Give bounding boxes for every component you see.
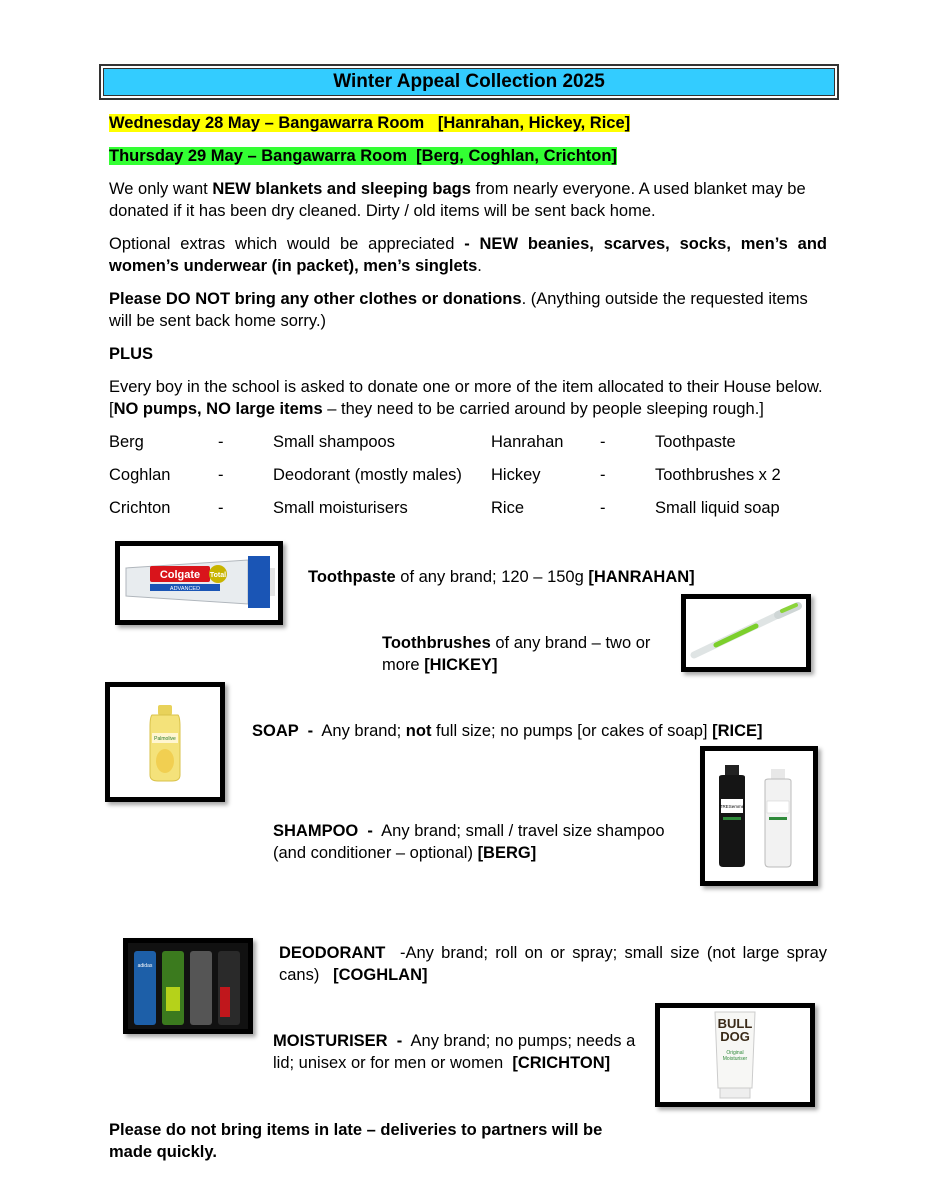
house-item: Toothpaste	[655, 433, 736, 451]
shampoo-description	[273, 820, 687, 864]
deodorant-cans-icon	[128, 943, 248, 1029]
deodorant-image	[123, 938, 253, 1034]
paragraph-do-not-bring	[109, 288, 827, 332]
moisturiser-brand-2: DOG	[720, 1029, 750, 1044]
moisturiser-text: Any brand; no pumps; needs a lid; unisex or for men or women	[273, 1032, 640, 1072]
house-item: Small shampoos	[273, 433, 395, 451]
paragraph-house-allocation	[109, 376, 827, 420]
soap-image	[105, 682, 225, 802]
toothpaste-label: Toothpaste	[308, 568, 396, 586]
para1-text-a: We only want	[109, 180, 213, 198]
para3-bold: Please DO NOT bring any other clothes or donations	[109, 290, 522, 308]
deodorant-brand: adidas	[137, 963, 153, 969]
date-line-thursday	[109, 145, 617, 167]
paragraph-blankets	[109, 178, 827, 222]
house-dash: -	[218, 499, 224, 517]
deodorant-description	[279, 942, 832, 986]
shampoo-house: [BERG]	[477, 844, 537, 862]
moisturiser-house: [CRICHTON]	[512, 1054, 611, 1072]
deodorant-text: -Any brand; roll on or spray; small size (not large spray cans)	[279, 944, 832, 984]
toothpaste-sub: ADVANCED	[169, 586, 201, 592]
soap-text-d: full size; no pumps [or cakes of soap]	[431, 722, 713, 740]
soap-label: SOAP -	[252, 722, 314, 740]
soap-text-b: Any brand;	[313, 722, 406, 740]
para2-text-c: .	[477, 257, 482, 275]
para2-text-a: Optional extras which would be appreciated	[109, 235, 465, 253]
toothbrush-image	[681, 594, 811, 672]
date-line-wednesday	[109, 112, 630, 134]
para1-text-c: from nearly everyone. A used blanket may be donated if it has been dry cleaned. Dirty / old items will be sent back home.	[109, 180, 806, 220]
toothpaste-description	[308, 566, 695, 588]
soap-brand: Palmolive	[154, 736, 176, 742]
house-name: Hickey	[491, 466, 541, 484]
deodorant-house: [COGHLAN]	[333, 966, 428, 984]
house-dash: -	[600, 499, 606, 517]
moisturiser-sub-1: Original	[726, 1050, 744, 1056]
house-item: Toothbrushes x 2	[655, 466, 781, 484]
moisturiser-tube-icon	[660, 1008, 810, 1102]
para4-text-a: Every boy in the school is asked to donate one or more of the item allocated to their House below. [	[109, 378, 823, 418]
house-dash: -	[218, 433, 224, 451]
date-wednesday: Wednesday 28 May – Bangawarra Room [Hanrahan, Hickey, Rice]	[109, 114, 631, 132]
toothpaste-brand: Colgate	[159, 569, 201, 581]
footer-notice: Please do not bring items in late – deliveries to partners will be made quickly.	[109, 1121, 603, 1161]
moisturiser-brand-1: BULL	[717, 1016, 753, 1031]
house-name: Crichton	[109, 499, 171, 517]
moisturiser-label: MOISTURISER -	[273, 1032, 403, 1050]
deodorant-label: DEODORANT	[279, 944, 386, 962]
para4-text-c: – they need to be carried around by people sleeping rough.]	[322, 400, 764, 418]
toothbrush-label: Toothbrushes	[382, 634, 491, 652]
house-name: Coghlan	[109, 466, 171, 484]
para3-text-b: . (Anything outside the requested items will be sent back home sorry.)	[109, 290, 808, 330]
date-thursday: Thursday 29 May – Bangawarra Room [Berg, Coghlan, Crichton]	[109, 147, 617, 165]
moisturiser-description	[273, 1030, 639, 1074]
para1-bold: NEW blankets and sleeping bags	[212, 180, 471, 198]
house-dash: -	[600, 466, 606, 484]
toothpaste-image	[115, 541, 283, 625]
toothbrush-text: of any brand – two or more	[382, 634, 651, 674]
house-item: Deodorant (mostly males)	[273, 466, 462, 484]
plus-heading: PLUS	[109, 345, 154, 363]
house-item: Small moisturisers	[273, 499, 408, 517]
house-dash: -	[218, 466, 224, 484]
toothpaste-brand2: Total	[209, 572, 227, 579]
soap-not: not	[405, 722, 432, 740]
shampoo-image	[700, 746, 818, 886]
house-name: Berg	[109, 433, 144, 451]
house-name: Rice	[491, 499, 525, 517]
toothpaste-text: of any brand; 120 – 150g	[395, 568, 589, 586]
page-title	[99, 64, 839, 100]
soap-house: [RICE]	[712, 722, 763, 740]
shampoo-text: Any brand; small / travel size shampoo (and conditioner – optional)	[273, 822, 670, 862]
para4-bold: NO pumps, NO large items	[113, 400, 323, 418]
house-dash: -	[600, 433, 606, 451]
shampoo-label: SHAMPOO -	[273, 822, 373, 840]
toothpaste-tube-icon	[120, 546, 278, 620]
page-title-text: Winter Appeal Collection 2025	[333, 71, 605, 92]
paragraph-optional-extras	[109, 233, 827, 277]
moisturiser-sub-2: Moisturiser	[722, 1056, 748, 1062]
house-name: Hanrahan	[491, 433, 564, 451]
toothbrush-description	[382, 632, 664, 676]
toothpaste-house: [HANRAHAN]	[588, 568, 695, 586]
shampoo-brand: TRESemmé	[719, 804, 745, 809]
soap-bottle-icon	[110, 687, 220, 797]
toothbrush-house: [HICKEY]	[424, 656, 498, 674]
toothbrush-icon	[686, 599, 806, 667]
para2-bold: - NEW beanies, scarves, socks, men’s and women’s underwear (in packet), men’s singlets	[109, 235, 827, 275]
moisturiser-image	[655, 1003, 815, 1107]
soap-description	[252, 720, 763, 742]
shampoo-bottles-icon	[705, 751, 813, 881]
house-item: Small liquid soap	[655, 499, 780, 517]
